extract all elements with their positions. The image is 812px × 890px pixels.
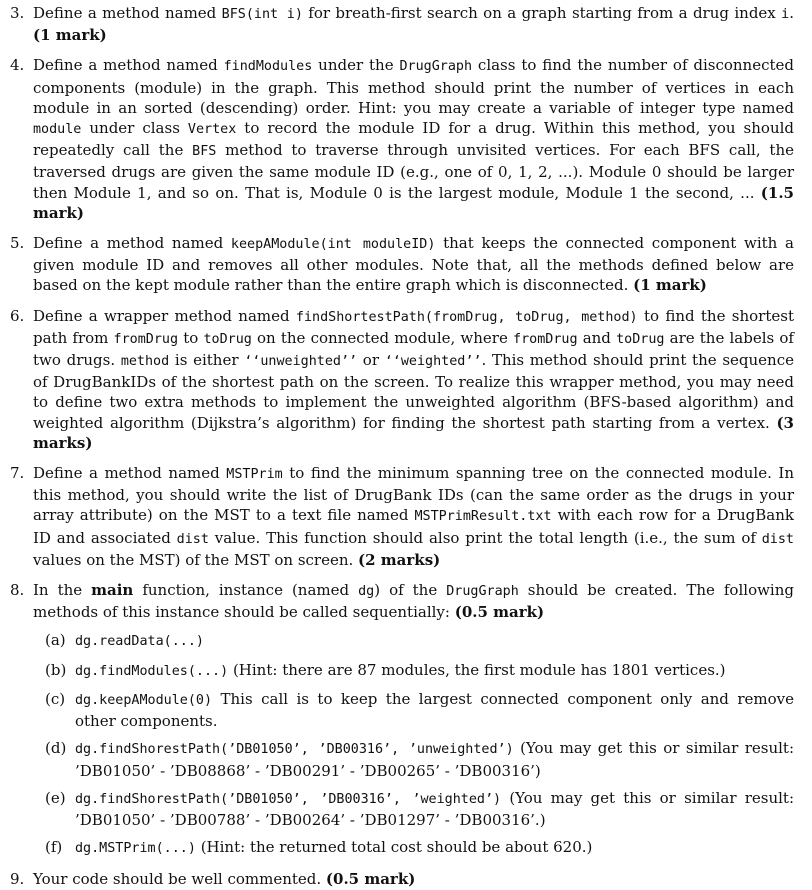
text-span: function, instance (named (133, 581, 359, 600)
item-number: 9. (10, 870, 25, 889)
bold-text: (0.5 mark) (325, 870, 416, 889)
text-span: Define a method named (33, 464, 227, 483)
code-span: dist (176, 531, 209, 547)
item-number: 5. (10, 234, 25, 253)
sub-item (45, 630, 794, 652)
item-number: 4. (10, 56, 25, 75)
code-span: dg.keepAModule(0) (75, 692, 213, 708)
list-item (10, 580, 794, 859)
item-number: 6. (10, 306, 25, 325)
text-span: Define a method named (33, 234, 231, 253)
code-span: method (120, 354, 170, 370)
text-span: with each row for a DrugBank ID and associated (33, 506, 794, 547)
code-span: toDrug (203, 331, 252, 347)
sub-item (45, 689, 794, 731)
bold-text: (1 mark) (33, 26, 107, 45)
sub-item-label: (f) (45, 838, 63, 857)
code-span: toDrug (616, 331, 665, 347)
code-span: DrugGraph (399, 59, 473, 75)
sub-item-body (75, 660, 794, 682)
item-body (33, 306, 794, 453)
text-span: to find the minimum spanning tree on the connected module. In this method, you should write the list of DrugBank IDs (can the same order as the drugs in your array attribute) on the MST to a text file named (33, 464, 794, 525)
text-span: method to traverse through unvisited vertices. For each BFS call, the traversed drugs are given the same module ID (e.g., one of 0, 1, 2, ...). Module 0 should be larger then Module 1, and so on. That is, Module 0 is the largest module, Module 1 the second, ... (33, 141, 794, 202)
code-span: findModules (223, 59, 313, 75)
code-span: dg.MSTPrim(...) (75, 841, 196, 857)
code-span: dg.readData(...) (75, 634, 204, 650)
text-span: that keeps the connected component with a given module ID and removes all other modules. Note that, all the methods defined below are based on the kept module rather than the entire graph which is disconnected. (33, 234, 794, 295)
sub-item-label: (a) (45, 631, 66, 650)
text-span: are the labels of two drugs. (33, 328, 794, 370)
item-body (33, 869, 794, 889)
sub-item-body (75, 689, 794, 731)
item-body (33, 463, 794, 570)
code-span: module (33, 122, 82, 138)
code-span: dist (761, 531, 794, 547)
item-body (33, 3, 794, 45)
list-item (10, 55, 794, 223)
text-span: value. This function should also print the total length (i.e., the sum of (208, 528, 762, 547)
text-span: (You may get this or similar result: ’DB01050’ - ’DB08868’ - ’DB00291’ - ’DB00265’ - ’DB00316’) (75, 739, 795, 780)
text-span: and (577, 328, 617, 347)
text-span: on the connected module, where (251, 328, 514, 347)
code-span: ‘‘unweighted’’ (244, 354, 358, 370)
code-span: dg.findShorestPath(’DB01050’, ’DB00316’, ’weighted’) (75, 791, 502, 807)
item-number: 7. (10, 464, 25, 483)
code-span: MSTPrimResult.txt (414, 509, 552, 525)
item-body (33, 55, 794, 223)
bold-text: main (91, 581, 134, 600)
text-span: In the (33, 581, 92, 600)
bold-text: (1.5 mark) (33, 183, 794, 222)
sub-item-label: (b) (45, 660, 67, 679)
text-span: values on the MST) of the MST on screen. (33, 550, 359, 569)
text-span: is either (169, 351, 245, 370)
text-span: to (178, 328, 204, 347)
code-span: Vertex (187, 122, 237, 138)
sub-item-label: (c) (45, 689, 66, 708)
sub-item (45, 738, 794, 780)
bold-text: (2 marks) (358, 550, 441, 569)
list-item (10, 463, 794, 570)
code-span: ‘‘weighted’’ (384, 354, 482, 370)
code-span: MSTPrim (226, 467, 283, 483)
code-span: dg.findShorestPath(’DB01050’, ’DB00316’, ’unweighted’) (75, 742, 514, 758)
text-span: Define a wrapper method named (33, 306, 296, 325)
item-number: 8. (10, 581, 25, 600)
text-span: or (357, 351, 385, 370)
code-span: BFS (192, 144, 217, 160)
text-span: (Hint: there are 87 modules, the first module has 1801 vertices.) (228, 660, 726, 679)
item-body (33, 580, 794, 622)
list-item (10, 306, 794, 453)
text-span: . This method should print the sequence of DrugBankIDs of the shortest path on the screen. To realize this wrapper method, you may need to define two extra methods to implement the unweighted algorithm (BFS-based algorithm) and weighted algorithm (Dijkstra’s algorithm) for finding the shortest path starting from a vertex. (33, 351, 794, 432)
bold-text: (3 marks) (33, 413, 794, 452)
bold-text: (1 mark) (633, 276, 707, 295)
item-body (33, 233, 794, 296)
text-span: (You may get this or similar result: ’DB01050’ - ’DB00788’ - ’DB00264’ - ’DB01297’ - ’DB00316’.) (75, 788, 794, 829)
text-span: under the (312, 56, 400, 75)
code-span: findShortestPath(fromDrug, toDrug, method) (295, 309, 638, 325)
code-span: DrugGraph (446, 584, 519, 600)
code-span: dg.findModules(...) (75, 663, 229, 679)
sub-item-body (75, 837, 794, 859)
text-span: Define a method named (33, 4, 222, 22)
code-span: fromDrug (113, 331, 179, 347)
text-span: to find the shortest path from (33, 306, 794, 347)
sub-item-label: (d) (45, 739, 67, 758)
text-span: . (789, 4, 794, 22)
sub-item-body (75, 630, 794, 652)
text-span: for breath-first search on a graph starting from a drug index (302, 4, 782, 22)
sub-item-body (75, 788, 794, 830)
text-span: This call is to keep the largest connected component only and remove other components. (75, 689, 794, 731)
text-span: Define a method named (33, 56, 224, 75)
sub-item-label: (e) (45, 788, 66, 807)
text-span: to record the module ID for a drug. Within this method, you should repeatedly call the (33, 119, 795, 160)
code-span: i (781, 7, 790, 22)
text-span: (Hint: the returned total cost should be about 620.) (195, 838, 593, 857)
bold-text: (0.5 mark) (454, 603, 545, 622)
text-span: class to find the number of disconnected components (module) in the graph. This method should print the number of vertices in each module in an sorted (descending) order. Hint: you may create a variable of integer type named (33, 56, 795, 117)
text-span: under class (81, 119, 188, 138)
text-span: should be created. The following methods of this instance should be called sequentially: (33, 581, 794, 622)
sub-list (33, 630, 794, 859)
sub-item (45, 837, 794, 859)
text-span: Your code should be well commented. (33, 870, 326, 889)
list-item (10, 3, 794, 45)
text-span: ) of the (374, 581, 447, 600)
code-span: BFS(int i) (221, 7, 303, 22)
code-span: dg (358, 584, 375, 600)
code-span: fromDrug (513, 331, 578, 347)
list-item (10, 233, 794, 296)
list-item (10, 869, 794, 889)
sub-item (45, 660, 794, 682)
sub-item-body (75, 738, 794, 780)
item-number: 3. (10, 4, 25, 22)
sub-item (45, 788, 794, 830)
code-span: keepAModule(int moduleID) (230, 237, 436, 253)
